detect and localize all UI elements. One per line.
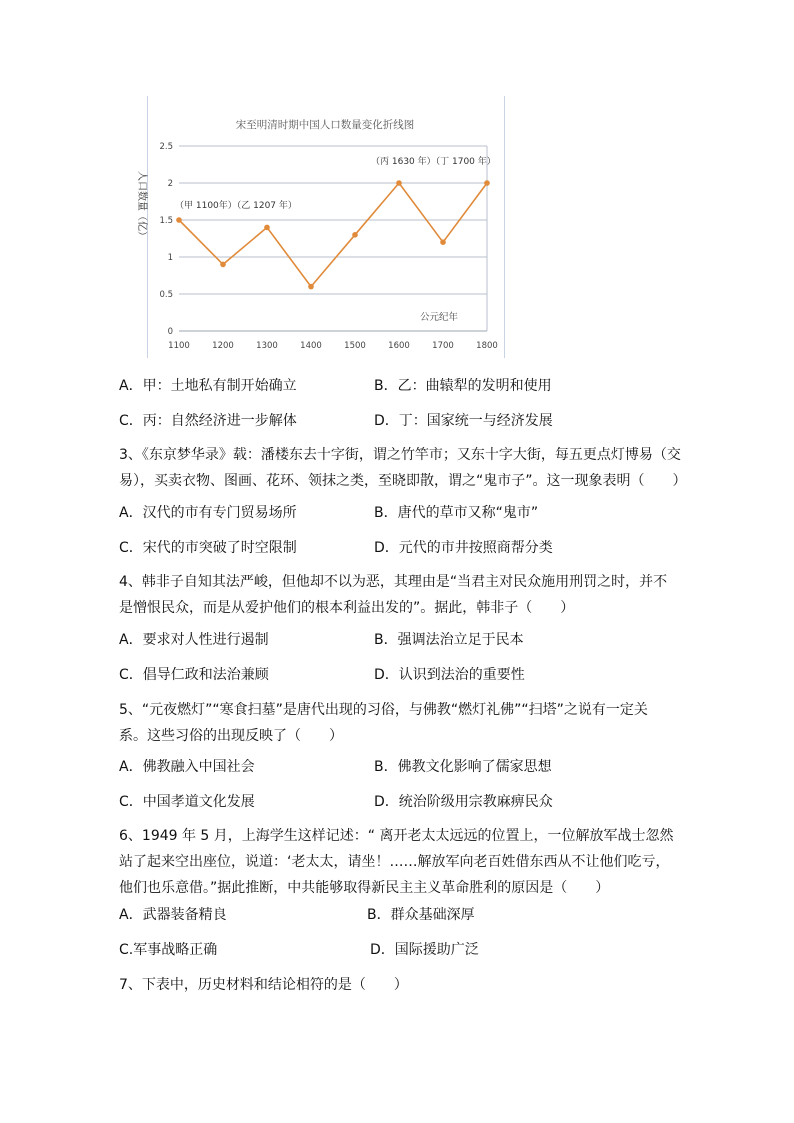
- chart-title: 宋至明清时期中国人口数量变化折线图: [235, 119, 415, 131]
- q5-option-c[interactable]: C．中国孝道文化发展: [119, 794, 255, 810]
- chart-xlabel: 公元纪年: [419, 312, 459, 323]
- q3-stem: [119, 442, 687, 494]
- chart-series: [176, 180, 490, 289]
- q4-stem-line-1: 4、韩非子自知其法严峻，但他却不以为恶，其理由是“当君主对民众施用刑罚之时，并不: [119, 574, 668, 590]
- q5-stem-line-1: 5、“元夜燃灯”“寒食扫墓”是唐代出现的习俗，与佛教“燃灯礼佛”“扫塔”之说有一定关: [119, 702, 648, 718]
- data-point: [176, 217, 182, 223]
- x-tick-label: 1100: [168, 341, 190, 351]
- q2-option-d[interactable]: D．丁：国家统一与经济发展: [374, 413, 553, 429]
- q6-stem-line-1: 6、1949 年 5 月，上海学生这样记述：“ 离开老太太远远的位置上，一位解放军战士忽然: [119, 828, 674, 844]
- q4-option-c[interactable]: C．倡导仁政和法治兼顾: [119, 667, 269, 683]
- series-line: [179, 183, 487, 287]
- chart-annotation-jia-yi: （甲 1100年）（乙 1207 年）: [175, 201, 297, 211]
- y-tick-label: 0.5: [159, 290, 173, 300]
- x-tick-label: 1200: [212, 341, 234, 351]
- q6-option-c[interactable]: C.军事战略正确: [119, 942, 218, 958]
- q4-option-b[interactable]: B．强调法治立足于民本: [374, 632, 524, 648]
- y-tick-label: 1.5: [159, 216, 173, 226]
- x-tick-label: 1800: [476, 341, 498, 351]
- data-point: [308, 284, 314, 290]
- x-tick-label: 1500: [344, 341, 366, 351]
- q2-option-b[interactable]: B．乙：曲辕犁的发明和使用: [374, 378, 552, 394]
- data-point: [440, 239, 446, 245]
- q3-option-a[interactable]: A．汉代的市有专门贸易场所: [119, 505, 297, 521]
- q6-option-a[interactable]: A．武器装备精良: [119, 907, 227, 923]
- y-tick-label: 2: [167, 179, 173, 189]
- q4-stem-line-2: 是憎恨民众，而是从爱护他们的根本利益出发的”。据此，韩非子（ ）: [119, 600, 575, 616]
- q4-stem: [119, 569, 679, 621]
- data-point: [220, 262, 226, 268]
- y-tick-label: 2.5: [159, 142, 173, 152]
- chart-svg: [136, 96, 505, 358]
- q6-stem-line-2: 站了起来空出座位，说道：‘老太太，请坐！……解放军向老百姓借东西从不让他们吃亏，: [119, 854, 670, 870]
- q3-option-c[interactable]: C．宋代的市突破了时空限制: [119, 540, 297, 556]
- q6-stem: [119, 823, 679, 901]
- q2-option-c[interactable]: C．丙：自然经济进一步解体: [119, 413, 297, 429]
- q3-option-d[interactable]: D．元代的市井按照商帮分类: [374, 540, 553, 556]
- q3-stem-line-2: 易），买卖衣物、图画、花环、领抹之类，至晓即散，谓之“鬼市子”。这一现象表明（ ）: [119, 473, 687, 489]
- y-tick-label: 1: [167, 253, 173, 263]
- y-tick-label: 0: [167, 327, 173, 337]
- x-tick-label: 1700: [432, 341, 454, 351]
- data-point: [352, 232, 358, 238]
- q6-option-b[interactable]: B．群众基础深厚: [367, 907, 475, 923]
- q5-option-b[interactable]: B．佛教文化影响了儒家思想: [374, 759, 552, 775]
- q4-option-a[interactable]: A．要求对人性进行遏制: [119, 632, 269, 648]
- x-tick-label: 1300: [256, 341, 278, 351]
- q7-stem: 7、下表中，历史材料和结论相符的是（ ）: [119, 977, 408, 993]
- q5-stem-line-2: 系。这些习俗的出现反映了（ ）: [119, 728, 343, 744]
- data-point: [484, 180, 490, 186]
- q6-option-d[interactable]: D．国际援助广泛: [370, 942, 479, 958]
- chart-ylabel: 人口数量（亿）: [136, 171, 147, 241]
- data-point: [396, 180, 402, 186]
- chart-annotation-bing-ding: （丙 1630 年）（丁 1700 年）: [371, 157, 496, 167]
- data-point: [264, 225, 270, 231]
- q3-option-b[interactable]: B．唐代的草市又称“鬼市”: [374, 505, 539, 521]
- population-line-chart: [136, 96, 505, 358]
- q6-stem-line-3: 他们也乐意借。”据此推断，中共能够取得新民主主义革命胜利的原因是（ ）: [119, 880, 610, 896]
- q3-stem-line-1: 3、《东京梦华录》载：潘楼东去十字街，谓之竹竿市；又东十字大街，每五更点灯博易（交: [119, 447, 681, 463]
- q2-option-a[interactable]: A．甲：土地私有制开始确立: [119, 378, 297, 394]
- x-tick-label: 1400: [300, 341, 322, 351]
- q5-option-a[interactable]: A．佛教融入中国社会: [119, 759, 255, 775]
- q5-option-d[interactable]: D．统治阶级用宗教麻痹民众: [374, 794, 553, 810]
- x-tick-label: 1600: [388, 341, 410, 351]
- q4-option-d[interactable]: D．认识到法治的重要性: [374, 667, 525, 683]
- q5-stem: [119, 697, 679, 749]
